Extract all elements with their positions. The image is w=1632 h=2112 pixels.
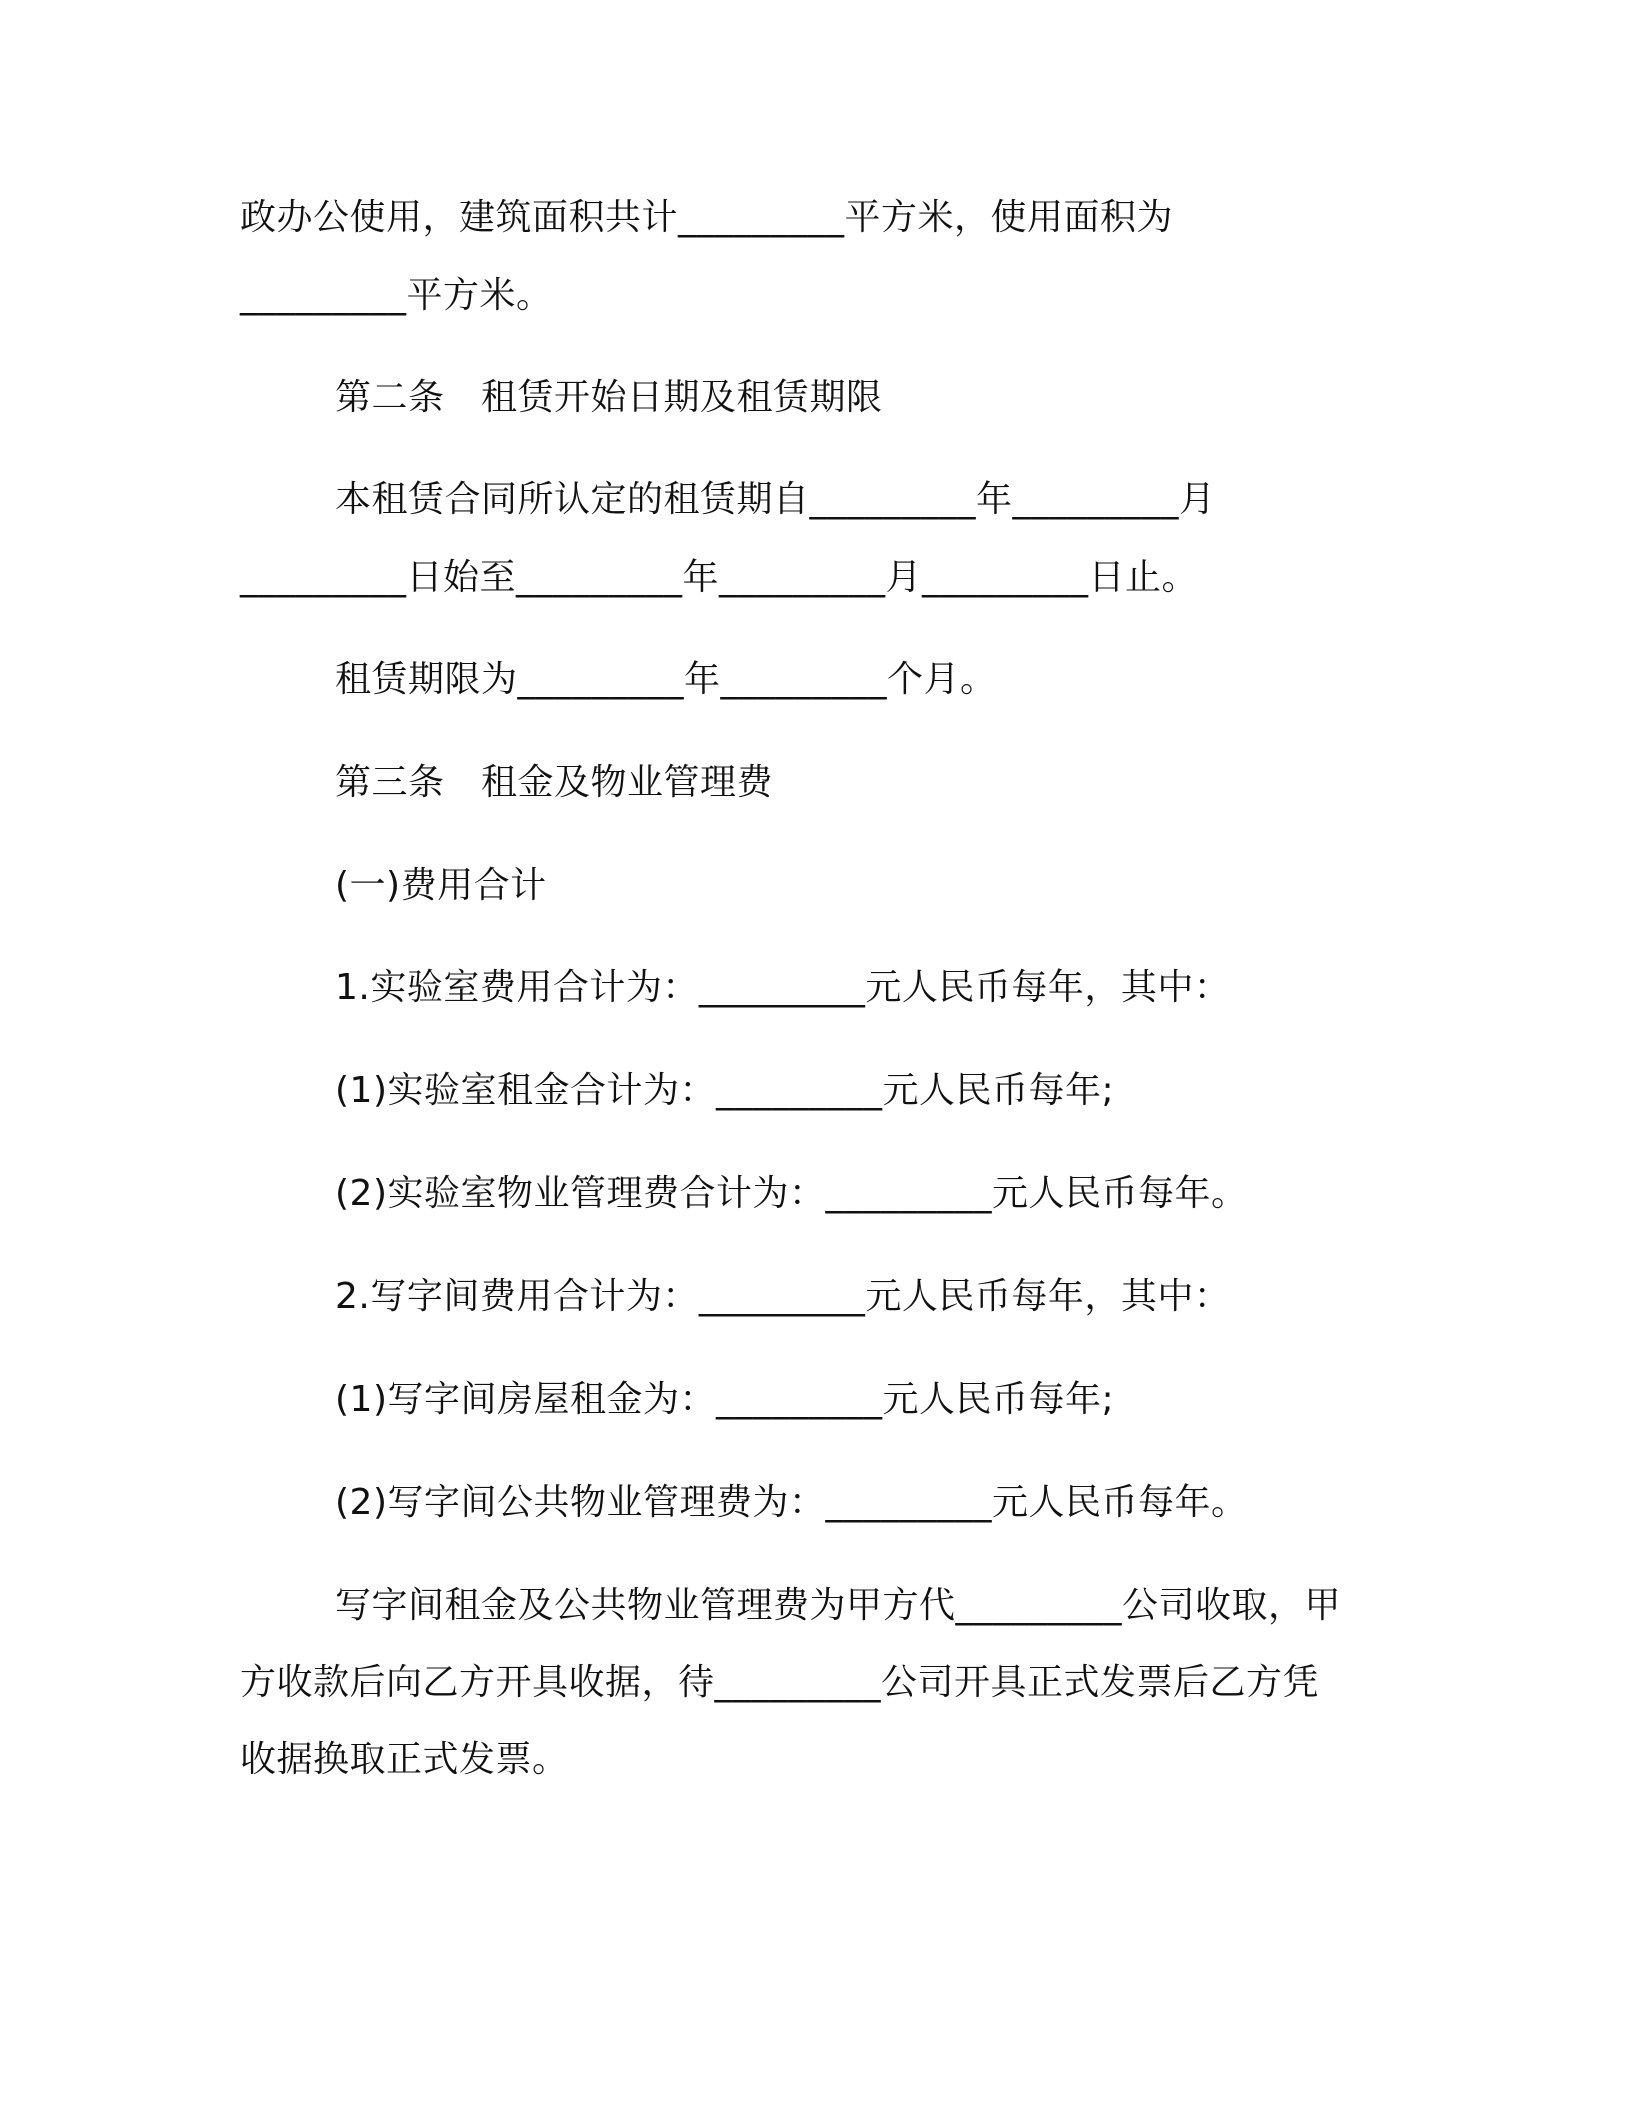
lease-duration-line: 租赁期限为_________年_________个月。 — [335, 659, 997, 700]
paragraph-line-area: 政办公使用，建筑面积共计_________平方米，使用面积为 — [240, 197, 1174, 238]
section-fees-total: (一)费用合计 — [335, 865, 547, 906]
collection-clause-line-2: 方收款后向乙方开具收据，待_________公司开具正式发票后乙方凭 — [240, 1662, 1320, 1703]
office-fees-total: 2.写字间费用合计为：_________元人民币每年，其中： — [335, 1276, 1231, 1317]
lease-term-line-1: 本租赁合同所认定的租赁期自_________年_________月 — [335, 479, 1216, 520]
collection-clause-line-3: 收据换取正式发票。 — [240, 1739, 569, 1780]
paragraph-line-usable-area: _________平方米。 — [240, 275, 553, 316]
lab-rent-total: (1)实验室租金合计为：_________元人民币每年; — [335, 1070, 1115, 1111]
article-3-heading: 第三条 租金及物业管理费 — [335, 762, 774, 803]
office-public-management-fee: (2)写字间公共物业管理费为：_________元人民币每年。 — [335, 1482, 1248, 1523]
lease-term-line-2: _________日始至_________年_________月_________日止。 — [240, 557, 1199, 598]
lab-fees-total: 1.实验室费用合计为：_________元人民币每年，其中： — [335, 967, 1231, 1008]
article-2-heading: 第二条 租赁开始日期及租赁期限 — [335, 377, 883, 418]
office-rent: (1)写字间房屋租金为：_________元人民币每年; — [335, 1379, 1115, 1420]
lab-management-fee-total: (2)实验室物业管理费合计为：_________元人民币每年。 — [335, 1173, 1248, 1214]
collection-clause-line-1: 写字间租金及公共物业管理费为甲方代_________公司收取，甲 — [335, 1585, 1342, 1626]
